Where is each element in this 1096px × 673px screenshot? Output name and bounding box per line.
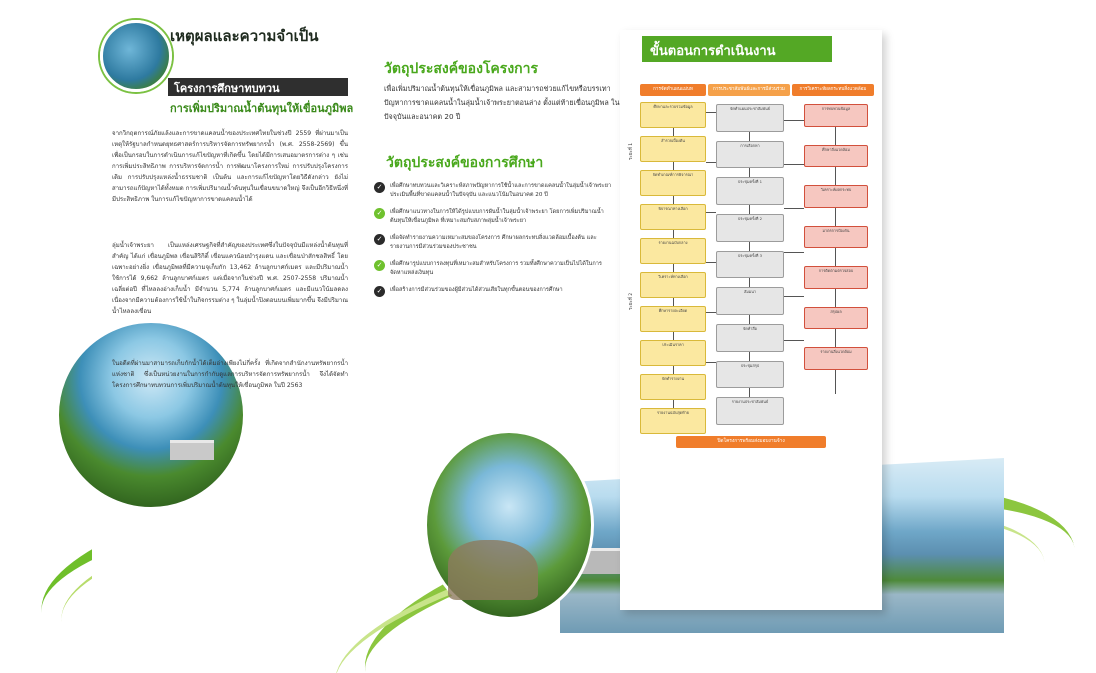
flow-connector (784, 120, 804, 121)
flow-step-environment: มาตรการป้องกัน (804, 226, 868, 249)
flow-step-masterplan: จัดทำรายงาน (640, 374, 706, 400)
flow-step-environment: วิเคราะห์ผลกระทบ (804, 185, 868, 208)
flow-connector (706, 212, 716, 213)
flow-connector (706, 112, 716, 113)
column-header-participation: การประชาสัมพันธ์และการมีส่วนร่วม (708, 84, 790, 96)
flow-step-masterplan: พิจารณาทางเลือก (640, 204, 706, 230)
flow-step-environment: สรุปผล (804, 307, 868, 330)
project-objective-heading: วัตถุประสงค์ของโครงการ (384, 61, 539, 77)
study-objective-list (374, 182, 614, 304)
list-item: ✓ เพื่อศึกษาแนวทางในการให้ได้รูปแบบการผันน้ำในลุ่มน้ำเจ้าพระยา โดยการเพิ่มปริมาณน้ำต้นทุนให้เขื่อนภูมิพล ที่เหมาะสมกับสภาพลุ่มน้ำเจ้าพระยา (374, 208, 614, 225)
flow-step-participation: ประชุมครั้งที่ 3 (716, 251, 784, 279)
check-icon: ✓ (374, 234, 385, 245)
flow-step-masterplan: รายงานฉบับสุดท้าย (640, 408, 706, 434)
flow-step-participation: ประชุมครั้งที่ 1 (716, 177, 784, 205)
flow-step-participation: ประชุมครั้งที่ 2 (716, 214, 784, 242)
check-icon: ✓ (374, 208, 385, 219)
project-close-box: ปิดโครงการพร้อมส่งมอบงานจ้าง (676, 436, 826, 448)
phase-1-label: ระยะที่ 1 (629, 142, 634, 160)
flow-connector (706, 262, 716, 263)
paragraph-2: ลุ่มน้ำเจ้าพระยา เป็นแหล่งเศรษฐกิจที่สำคัญของประเทศซึ่งในปัจจุบันมีแหล่งน้ำต้นทุนที่สำคัญ ได้แก่ เขื่อนภูมิพล เขื่อนสิริกิติ์ เขื่อนแควน้อยบำรุงแดน และเขื่อนป่าสักชลสิทธิ์ โดยเฉพาะอย่างยิ่ง เขื่อนภูมิพลที่มีความจุเก็บกัก 13,462 ล้านลูกบาศก์เมตร และมีปริมาณน้ำใช้การได้ 9,662 ล้านลูกบาศก์เมตร แต่เมื่อจากในช่วงปี พ.ศ. 2507-2558 ปริมาณน้ำเฉลี่ยต่อปี ที่ไหลลงอ่างเก็บน้ำ มีจำนวน 5,774 ล้านลูกบาศก์เมตร และมีแนวโน้มลดลง เนื่องจากมีความต้องการใช้น้ำในกิจกรรมต่าง ๆ ในลุ่มน้ำปิงตอนบนเพิ่มมากขึ้น จึงมีปริมาณน้ำไหลลงเขื่อน (112, 242, 348, 315)
list-item: ✓ เพื่อศึกษารูปแบบการลงทุนที่เหมาะสมสำหรับโครงการ รวมทั้งศึกษาความเป็นไปได้ในการจัดหาแหล่งเงินทุน (374, 260, 614, 277)
study-objective-heading: วัตถุประสงค์ของการศึกษา (386, 155, 544, 171)
project-subtitle-2: การเพิ่มปริมาณน้ำต้นทุนให้เขื่อนภูมิพล (170, 102, 354, 115)
flow-step-environment: ศึกษาสิ่งแวดล้อม (804, 145, 868, 168)
paragraph-1: จากวิกฤตการณ์ภัยแล้งและการขาดแคลนน้ำของประเทศไทยในช่วงปี 2559 ที่ผ่านมาเป็นเหตุให้รัฐบาลกำหนดยุทธศาสตร์การบริหารจัดการทรัพยากรน้ำ (พ.ศ. 2558-2569) ขึ้น เพื่อเป็นกรอบในการดำเนินการแก้ไขปัญหาที่เกิดขึ้น โดยได้มีการเสนอมาตรการต่าง ๆ เช่น การเพิ่มประสิทธิภาพ การบริหารจัดการน้ำ การพัฒนาโครงการใหม่ การปรับปรุงโครงการเดิม การปรับปรุงแหล่งน้ำธรรมชาติ เป็นต้น และการแก้ไขปัญหาโดยวิธีดังกล่าว ยังไม่สามารถแก้ปัญหาได้ทั้งหมด การเพิ่มปริมาณน้ำต้นทุนในเขื่อนขนาดใหญ่ จึงเป็นอีกวิธีหนึ่งที่มีประสิทธิภาพ ในการแก้ไขปัญหาการขาดแคลนน้ำได้ (112, 130, 348, 203)
flow-step-environment: การติดตามตรวจสอบ (804, 266, 868, 289)
flow-step-participation: จัดทำแผนประชาสัมพันธ์ (716, 104, 784, 132)
flow-step-masterplan: วิเคราะห์ทางเลือก (640, 272, 706, 298)
project-subtitle: โครงการศึกษาทบทวน (174, 82, 280, 95)
dam-photo-circle (100, 20, 172, 92)
flow-step-participation: จัดทำสื่อ (716, 324, 784, 352)
flow-step-participation: การเลือกหา (716, 141, 784, 169)
flow-step-participation: ประชุมสรุป (716, 361, 784, 389)
steps-title: ขั้นตอนการดำเนินงาน (650, 44, 776, 59)
column-header-masterplan: การจัดทำแผนแม่บท (640, 84, 706, 96)
flow-connector (784, 296, 804, 297)
flow-connector (784, 340, 804, 341)
project-objective-text: เพื่อเพิ่มปริมาณน้ำต้นทุนให้เขื่อนภูมิพล และสามารถช่วยแก้ไขหรือบรรเทาปัญหาการขาดแคลนน้ำในลุ่มน้ำเจ้าพระยาตอนล่าง ตั้งแต่ท้ายเขื่อนภูมิพล ในปัจจุบันและอนาคต 20 ปี (384, 84, 620, 121)
check-icon: ✓ (374, 260, 385, 271)
flow-connector (784, 164, 804, 165)
flow-step-environment: การทบทวนข้อมูล (804, 104, 868, 127)
flow-connector (706, 362, 716, 363)
dam-wall-graphic (170, 440, 214, 460)
lake-photo-circle (56, 320, 246, 510)
section-title: เหตุผลและความจำเป็น (170, 27, 319, 45)
list-item: ✓ เพื่อสร้างการมีส่วนร่วมของผู้มีส่วนได้ส่วนเสียในทุกขั้นตอนของการศึกษา (374, 286, 614, 295)
column-header-environment: การวิเคราะห์ผลกระทบสิ่งแวดล้อม (792, 84, 874, 96)
flow-step-participation: รายงานประชาสัมพันธ์ (716, 397, 784, 425)
paragraph-3: ในอดีตที่ผ่านมาสามารถเก็บกักน้ำได้เต็มอ่างเพียงไม่กี่ครั้ง ที่เกิดจากสำนักงานทรัพยากรน้ำแห่งชาติ ซึ่งเป็นหน่วยงานในการกำกับดูแลการบริหารจัดการทรัพยากรน้ำ จึงได้จัดทำโครงการศึกษาทบทวนการเพิ่มปริมาณน้ำต้นทุนให้เขื่อนภูมิพล ในปี 2563 (112, 360, 348, 389)
flow-step-masterplan: ศึกษาและรวบรวมข้อมูล (640, 102, 706, 128)
flow-step-masterplan: สำรวจเบื้องต้น (640, 136, 706, 162)
rock-graphic (448, 540, 538, 600)
list-item: ✓ เพื่อศึกษาทบทวนและวิเคราะห์สภาพปัญหาการใช้น้ำและการขาดแคลนน้ำในลุ่มน้ำเจ้าพระยา ประเมินพื้นที่ขาดแคลนน้ำในปัจจุบัน และแนวโน้มในอนาคต 20 ปี (374, 182, 614, 199)
flow-step-masterplan: จัดทำเกณฑ์การพิจารณา (640, 170, 706, 196)
flow-connector (706, 312, 716, 313)
check-icon: ✓ (374, 182, 385, 193)
flow-step-participation: สัมมนา (716, 287, 784, 315)
flow-step-masterplan: ศึกษารายละเอียด (640, 306, 706, 332)
check-icon: ✓ (374, 286, 385, 297)
phase-2-label: ระยะที่ 2 (629, 292, 634, 310)
list-item: ✓ เพื่อจัดทำรายงานความเหมาะสมของโครงการ ศึกษาผลกระทบสิ่งแวดล้อมเบื้องต้น และรายงานการมีส่วนร่วมของประชาชน (374, 234, 614, 251)
flow-connector (706, 162, 716, 163)
flow-step-masterplan: ประเมินราคา (640, 340, 706, 366)
flow-connector (784, 208, 804, 209)
flow-connector (784, 252, 804, 253)
flow-step-masterplan: รายงานฉบับกลาง (640, 238, 706, 264)
flow-step-environment: รายงานสิ่งแวดล้อม (804, 347, 868, 370)
